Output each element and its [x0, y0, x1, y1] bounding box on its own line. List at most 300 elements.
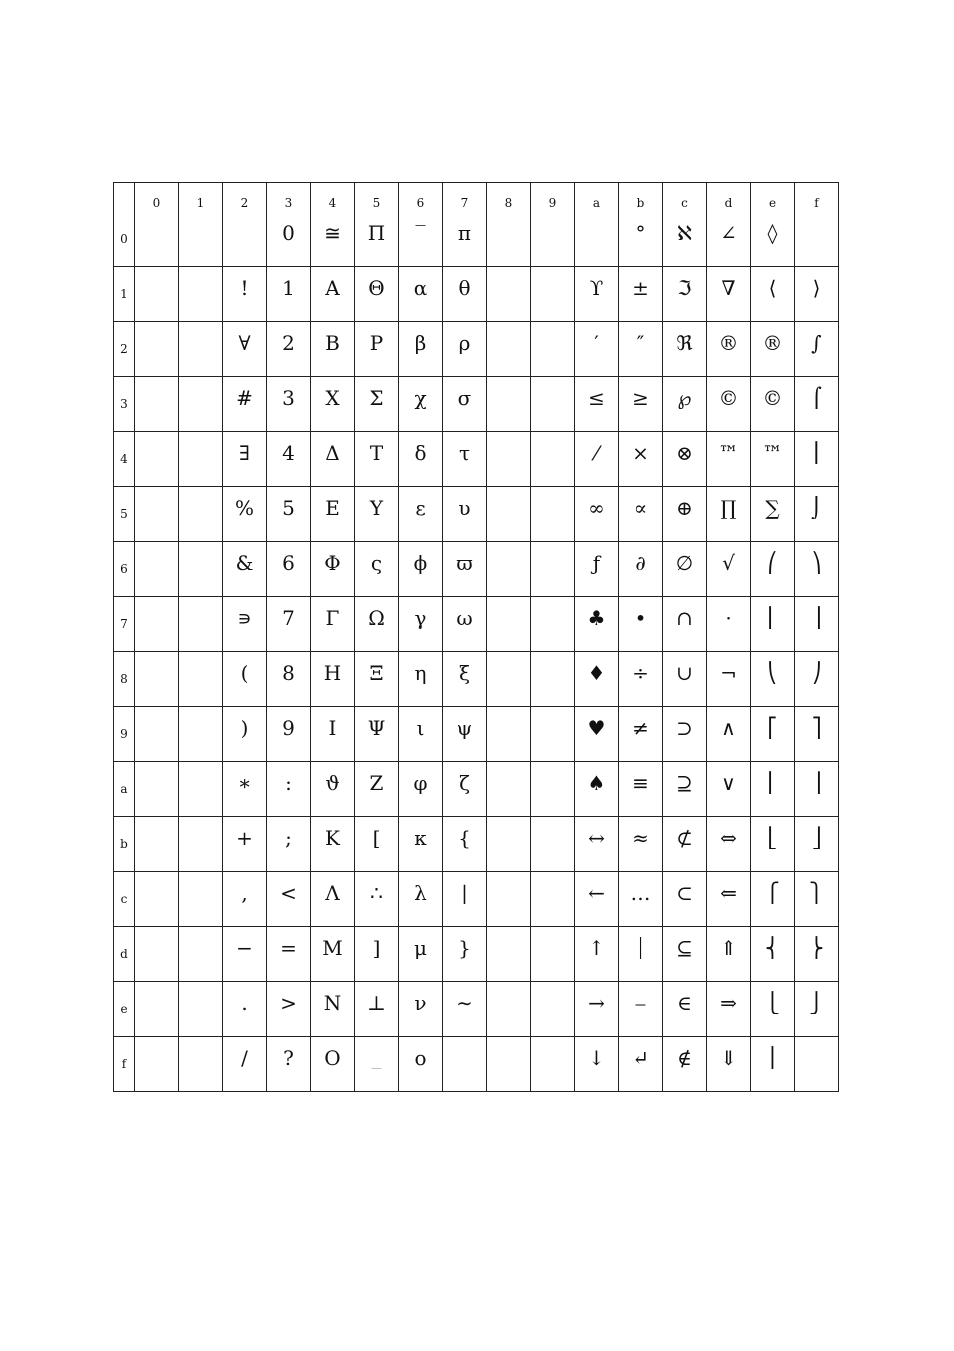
- glyph: [487, 1037, 530, 1047]
- glyph: ⎠: [811, 661, 822, 684]
- glyph: ⇓: [720, 1046, 737, 1069]
- glyph: Ε: [325, 496, 340, 519]
- glyph-cell: [135, 1037, 179, 1092]
- glyph-cell: [795, 652, 839, 707]
- glyph: 4: [282, 441, 295, 464]
- glyph-cell: [619, 487, 663, 542]
- glyph-cell: [399, 597, 443, 652]
- glyph: +: [236, 826, 253, 849]
- glyph: α: [413, 276, 428, 299]
- glyph: ): [240, 716, 249, 739]
- glyph-cell: [795, 542, 839, 597]
- glyph: ⎢: [767, 771, 778, 794]
- glyph: ?: [283, 1046, 294, 1069]
- row-header: 0: [114, 212, 135, 267]
- glyph: ⎧: [765, 881, 780, 904]
- glyph-cell: [135, 817, 179, 872]
- glyph-cell: [179, 707, 223, 762]
- glyph: →: [588, 991, 605, 1014]
- glyph-cell: [619, 542, 663, 597]
- column-header: 7: [443, 183, 487, 213]
- glyph-cell: [443, 267, 487, 322]
- glyph-cell: [487, 652, 531, 707]
- glyph-cell: [135, 542, 179, 597]
- row-header: 9: [114, 707, 135, 762]
- glyph: ℘: [677, 386, 692, 409]
- glyph-cell: [575, 597, 619, 652]
- glyph: ∞: [588, 496, 605, 519]
- glyph-cell: [751, 542, 795, 597]
- glyph-cell: [179, 927, 223, 982]
- glyph: [531, 267, 574, 277]
- glyph-cell: [487, 872, 531, 927]
- glyph: [223, 212, 266, 222]
- glyph-cell: [267, 927, 311, 982]
- glyph: ψ: [456, 716, 473, 739]
- glyph: ≈: [632, 826, 649, 849]
- glyph: ⁄: [594, 441, 599, 464]
- glyph: ⏐: [634, 936, 647, 959]
- glyph: ∧: [721, 716, 736, 739]
- glyph-cell: [443, 982, 487, 1037]
- glyph: δ: [414, 441, 427, 464]
- row-header: f: [114, 1037, 135, 1092]
- glyph: ⇐: [720, 881, 737, 904]
- glyph: ;: [285, 826, 292, 849]
- glyph-cell: [355, 212, 399, 267]
- table-row: [114, 707, 839, 762]
- glyph-cell: [663, 212, 707, 267]
- row-header: 8: [114, 652, 135, 707]
- glyph: [531, 652, 574, 662]
- glyph-cell: [795, 212, 839, 267]
- glyph: ⎨: [765, 936, 780, 959]
- table-row: [114, 652, 839, 707]
- glyph: ⎜: [767, 606, 778, 629]
- glyph-cell: [443, 817, 487, 872]
- glyph-cell: [311, 652, 355, 707]
- glyph-cell: [179, 542, 223, 597]
- glyph: Β: [325, 331, 340, 354]
- glyph: [179, 322, 222, 332]
- glyph: 0: [282, 221, 295, 244]
- glyph-cell: [707, 542, 751, 597]
- glyph-cell: [795, 762, 839, 817]
- glyph: ≥: [632, 386, 649, 409]
- glyph-cell: [575, 542, 619, 597]
- glyph: [795, 212, 838, 222]
- glyph: [531, 487, 574, 497]
- glyph: λ: [414, 881, 427, 904]
- glyph-cell: [663, 267, 707, 322]
- glyph: [179, 927, 222, 937]
- glyph-cell: [707, 927, 751, 982]
- glyph-cell: [311, 927, 355, 982]
- glyph-cell: [619, 1037, 663, 1092]
- glyph: ⎝: [767, 661, 778, 684]
- glyph: π: [457, 221, 472, 244]
- glyph: Ο: [324, 1046, 341, 1069]
- glyph-cell: [795, 817, 839, 872]
- glyph-cell: [179, 267, 223, 322]
- glyph: [531, 817, 574, 827]
- glyph-cell: [355, 982, 399, 1037]
- glyph-cell: [707, 652, 751, 707]
- glyph-cell: [619, 432, 663, 487]
- row-header: e: [114, 982, 135, 1037]
- glyph: τ: [458, 441, 471, 464]
- glyph: (: [240, 661, 249, 684]
- glyph-cell: [311, 762, 355, 817]
- glyph: ∇: [721, 276, 736, 299]
- glyph-cell: [135, 762, 179, 817]
- glyph-cell: [135, 377, 179, 432]
- glyph-cell: [531, 982, 575, 1037]
- glyph-cell: [663, 762, 707, 817]
- glyph-cell: [135, 707, 179, 762]
- glyph-cell: [619, 267, 663, 322]
- glyph: [179, 377, 222, 387]
- glyph-cell: [443, 1037, 487, 1092]
- glyph: [487, 652, 530, 662]
- glyph-cell: [707, 432, 751, 487]
- glyph: [487, 707, 530, 717]
- glyph: ⇑: [720, 936, 737, 959]
- glyph: ∏: [720, 496, 737, 519]
- glyph-cell: [443, 652, 487, 707]
- glyph-cell: [311, 597, 355, 652]
- glyph-cell: [135, 872, 179, 927]
- glyph: ♠: [587, 771, 606, 794]
- glyph-cell: [795, 322, 839, 377]
- glyph: χ: [414, 386, 427, 409]
- glyph: ∀: [238, 331, 251, 354]
- glyph-cell: [311, 377, 355, 432]
- glyph: β: [414, 331, 427, 354]
- glyph: …: [630, 881, 651, 904]
- glyph: [135, 1037, 178, 1047]
- glyph: [443, 1037, 486, 1047]
- glyph-cell: [663, 982, 707, 1037]
- glyph: Ζ: [369, 771, 384, 794]
- glyph-cell: [311, 982, 355, 1037]
- glyph: ™: [762, 441, 783, 464]
- glyph: [487, 817, 530, 827]
- glyph: •: [634, 606, 647, 629]
- glyph: [531, 707, 574, 717]
- glyph-cell: [487, 432, 531, 487]
- glyph: [179, 762, 222, 772]
- glyph: [531, 762, 574, 772]
- glyph: ∠: [720, 221, 737, 244]
- glyph: ♣: [587, 606, 606, 629]
- glyph: ∉: [677, 1046, 692, 1069]
- glyph-cell: [267, 1037, 311, 1092]
- glyph-cell: [399, 707, 443, 762]
- glyph-cell: [267, 707, 311, 762]
- glyph-cell: [355, 597, 399, 652]
- glyph-cell: [795, 432, 839, 487]
- glyph-cell: [223, 927, 267, 982]
- glyph-cell: [311, 267, 355, 322]
- glyph: ∫: [811, 331, 822, 354]
- glyph-cell: [487, 982, 531, 1037]
- glyph: [135, 212, 178, 222]
- glyph: η: [414, 661, 427, 684]
- glyph-cell: [223, 212, 267, 267]
- glyph: ⟨: [768, 276, 777, 299]
- glyph: ←: [588, 881, 605, 904]
- glyph: φ: [413, 771, 428, 794]
- glyph-cell: [663, 927, 707, 982]
- glyph-cell: [751, 487, 795, 542]
- glyph: ς: [370, 551, 383, 574]
- glyph: γ: [414, 606, 427, 629]
- glyph-cell: [355, 927, 399, 982]
- row-header: 1: [114, 267, 135, 322]
- glyph-cell: [443, 542, 487, 597]
- glyph-cell: [399, 432, 443, 487]
- glyph: ∝: [633, 496, 648, 519]
- glyph: ®: [762, 331, 783, 354]
- glyph-cell: [443, 487, 487, 542]
- glyph: ι: [416, 716, 425, 739]
- table-row: [114, 817, 839, 872]
- glyph: ⊆: [676, 936, 693, 959]
- glyph-cell: [399, 542, 443, 597]
- glyph-cell: [443, 212, 487, 267]
- glyph: ⇒: [720, 991, 737, 1014]
- glyph: [135, 982, 178, 992]
- glyph-cell: [575, 982, 619, 1037]
- glyph-cell: [575, 652, 619, 707]
- glyph-cell: [487, 377, 531, 432]
- glyph: ⎦: [811, 826, 822, 849]
- column-header: 2: [223, 183, 267, 213]
- glyph-cell: [751, 1037, 795, 1092]
- glyph: ο: [414, 1046, 427, 1069]
- glyph-cell: [487, 707, 531, 762]
- glyph-cell: [663, 1037, 707, 1092]
- glyph: [487, 597, 530, 607]
- glyph-cell: [663, 542, 707, 597]
- glyph-cell: [531, 927, 575, 982]
- column-header: d: [707, 183, 751, 213]
- glyph-cell: [443, 762, 487, 817]
- glyph-cell: [707, 707, 751, 762]
- glyph-cell: [575, 762, 619, 817]
- glyph-cell: [399, 762, 443, 817]
- glyph: Μ: [322, 936, 343, 959]
- glyph-cell: [663, 872, 707, 927]
- row-header: b: [114, 817, 135, 872]
- glyph: ≡: [632, 771, 649, 794]
- table-row: [114, 542, 839, 597]
- glyph-cell: [619, 597, 663, 652]
- column-header: 5: [355, 183, 399, 213]
- glyph: ⌠: [811, 386, 822, 409]
- glyph: ℑ: [677, 276, 692, 299]
- glyph-cell: [267, 982, 311, 1037]
- glyph-cell: [399, 267, 443, 322]
- glyph: ″: [636, 331, 645, 354]
- glyph: ©: [762, 386, 783, 409]
- glyph: [135, 817, 178, 827]
- glyph: [531, 212, 574, 222]
- glyph: ⇔: [720, 826, 737, 849]
- glyph: [135, 377, 178, 387]
- glyph-cell: [267, 542, 311, 597]
- glyph: [531, 927, 574, 937]
- glyph-cell: [751, 872, 795, 927]
- glyph-cell: [707, 487, 751, 542]
- glyph-cell: [751, 982, 795, 1037]
- glyph: ϑ: [325, 771, 340, 794]
- glyph: Σ: [369, 386, 384, 409]
- glyph: −: [236, 936, 253, 959]
- glyph: ℜ: [676, 331, 693, 354]
- glyph: ¬: [720, 661, 737, 684]
- glyph: Γ: [325, 606, 340, 629]
- glyph: {: [458, 826, 471, 849]
- glyph: [531, 432, 574, 442]
- glyph-cell: [531, 267, 575, 322]
- glyph-cell: [795, 982, 839, 1037]
- column-header: 9: [531, 183, 575, 213]
- glyph: }: [458, 936, 471, 959]
- glyph: [531, 322, 574, 332]
- glyph-cell: [179, 982, 223, 1037]
- glyph: ™: [718, 441, 739, 464]
- glyph-cell: [663, 597, 707, 652]
- glyph: [179, 487, 222, 497]
- glyph: [487, 212, 530, 222]
- column-header: 1: [179, 183, 223, 213]
- glyph-cell: [443, 377, 487, 432]
- glyph: ∗: [237, 771, 252, 794]
- glyph-cell: [355, 762, 399, 817]
- table-row: [114, 267, 839, 322]
- glyph-cell: [399, 1037, 443, 1092]
- column-header: 8: [487, 183, 531, 213]
- glyph-cell: [179, 322, 223, 377]
- glyph: [179, 432, 222, 442]
- glyph: Θ: [368, 276, 385, 299]
- glyph: ⎩: [765, 991, 780, 1014]
- glyph-cell: [487, 927, 531, 982]
- glyph: ⎪: [765, 1046, 780, 1069]
- glyph-cell: [311, 212, 355, 267]
- glyph: Ι: [328, 716, 337, 739]
- glyph: [487, 487, 530, 497]
- glyph-cell: [795, 487, 839, 542]
- glyph: [531, 872, 574, 882]
- glyph: ,: [241, 881, 248, 904]
- glyph-cell: [531, 377, 575, 432]
- glyph-cell: [575, 1037, 619, 1092]
- glyph-cell: [663, 432, 707, 487]
- glyph: [487, 982, 530, 992]
- glyph-cell: [355, 817, 399, 872]
- glyph-cell: [355, 322, 399, 377]
- glyph: ⎤: [811, 716, 822, 739]
- table-row: [114, 982, 839, 1037]
- glyph: [179, 872, 222, 882]
- glyph-cell: [795, 707, 839, 762]
- glyph-cell: [531, 707, 575, 762]
- glyph: ⊥: [367, 991, 386, 1014]
- glyph: ⎟: [811, 606, 822, 629]
- glyph-cell: [311, 1037, 355, 1092]
- glyph-cell: [179, 652, 223, 707]
- glyph: [487, 377, 530, 387]
- column-header: 0: [135, 183, 179, 213]
- glyph: 8: [282, 661, 295, 684]
- glyph: [135, 927, 178, 937]
- glyph-cell: [355, 432, 399, 487]
- glyph: ∅: [675, 551, 694, 574]
- glyph: ϖ: [456, 551, 473, 574]
- glyph: ϕ: [413, 551, 428, 574]
- glyph: ♥: [587, 716, 606, 739]
- glyph: ω: [456, 606, 473, 629]
- glyph: [179, 982, 222, 992]
- glyph: [179, 212, 222, 222]
- glyph-cell: [575, 432, 619, 487]
- glyph: ≠: [632, 716, 649, 739]
- glyph: [531, 982, 574, 992]
- glyph-cell: [223, 652, 267, 707]
- glyph-cell: [399, 322, 443, 377]
- glyph: ⊄: [676, 826, 693, 849]
- glyph-cell: [223, 377, 267, 432]
- glyph: [575, 212, 618, 222]
- glyph: ±: [632, 276, 649, 299]
- glyph: ∼: [456, 991, 473, 1014]
- glyph: [179, 652, 222, 662]
- glyph: [135, 597, 178, 607]
- glyph-cell: [135, 487, 179, 542]
- glyph-cell: [531, 872, 575, 927]
- glyph: ρ: [458, 331, 471, 354]
- glyph-cell: [487, 487, 531, 542]
- glyph-cell: [311, 817, 355, 872]
- glyph-cell: [795, 377, 839, 432]
- glyph-cell: [443, 707, 487, 762]
- glyph-cell: [399, 982, 443, 1037]
- glyph: κ: [414, 826, 427, 849]
- glyph-cell: [135, 212, 179, 267]
- column-header: f: [795, 183, 839, 213]
- glyph-cell: [663, 377, 707, 432]
- glyph-cell: [179, 432, 223, 487]
- glyph-cell: [751, 927, 795, 982]
- glyph: [135, 432, 178, 442]
- glyph-cell: [487, 542, 531, 597]
- glyph-cell: [575, 267, 619, 322]
- glyph: Ν: [323, 991, 342, 1014]
- glyph-cell: [487, 1037, 531, 1092]
- glyph: [487, 432, 530, 442]
- glyph: Κ: [325, 826, 340, 849]
- glyph: [487, 872, 530, 882]
- glyph: |: [461, 881, 468, 904]
- glyph-cell: [179, 487, 223, 542]
- table-row: [114, 872, 839, 927]
- glyph-cell: [267, 212, 311, 267]
- glyph: 3: [282, 386, 295, 409]
- symbol-code-table: [113, 182, 839, 1092]
